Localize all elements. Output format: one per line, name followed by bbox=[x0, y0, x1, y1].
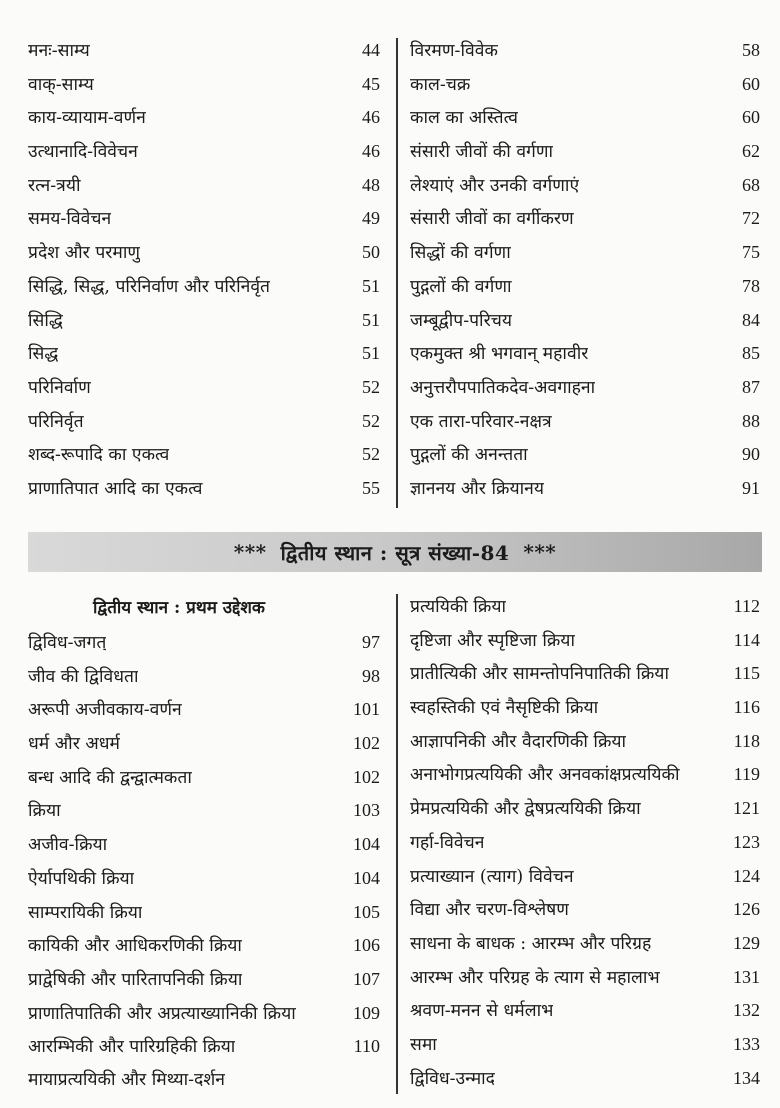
toc-entry-page: 132 bbox=[733, 1000, 760, 1021]
toc-entry-page: 133 bbox=[733, 1033, 760, 1054]
toc-entry-title: प्रत्याख्यान (त्याग) विवेचन bbox=[410, 866, 574, 887]
toc-entry-page: 51 bbox=[362, 275, 380, 296]
toc-entry bbox=[410, 590, 760, 624]
toc-entry-title: ज्ञाननय और क्रियानय bbox=[410, 478, 545, 499]
toc-entry bbox=[410, 1062, 760, 1096]
toc-entry-page: 107 bbox=[353, 968, 380, 989]
toc-entry bbox=[410, 135, 760, 169]
toc-entry bbox=[410, 927, 760, 961]
toc-entry-page: 60 bbox=[742, 73, 760, 94]
toc-entry-title: कायिकी और आधिकरणिकी क्रिया bbox=[28, 936, 242, 957]
toc-entry-page: 46 bbox=[362, 107, 380, 128]
toc-entry-page: 123 bbox=[733, 831, 760, 852]
toc-entry-title: परिनिर्वाण bbox=[28, 377, 91, 398]
toc-entry-page: 75 bbox=[742, 242, 760, 263]
toc-entry-title: सिद्धि bbox=[28, 310, 63, 331]
toc-entry-title: दृष्टिजा और स्पृष्टिजा क्रिया bbox=[410, 630, 575, 651]
toc-entry-title: रत्न-त्रयी bbox=[28, 175, 81, 196]
toc-entry-page: 49 bbox=[362, 208, 380, 229]
toc-entry bbox=[410, 337, 760, 371]
toc-entry-title: शब्द-रूपादि का एकत्व bbox=[28, 445, 170, 466]
toc-entry-page: 101 bbox=[353, 699, 380, 720]
toc-entry-page: 58 bbox=[742, 40, 760, 60]
toc-entry-page: 134 bbox=[733, 1067, 760, 1088]
toc-entry-title: परिनिर्वृत bbox=[28, 411, 84, 432]
toc-entry bbox=[28, 304, 380, 338]
toc-entry-title: आरम्भिकी और पारिग्रहिकी क्रिया bbox=[28, 1037, 236, 1058]
toc-entry-title: संसारी जीवों की वर्गणा bbox=[410, 142, 554, 163]
toc-entry bbox=[410, 961, 760, 995]
toc-entry-title: बन्ध आदि की द्वन्द्वात्मकता bbox=[28, 767, 192, 788]
toc-entry-page: 102 bbox=[353, 766, 380, 787]
toc-entry-page: 50 bbox=[362, 242, 380, 263]
toc-entry-page: 60 bbox=[742, 107, 760, 128]
toc-column-right bbox=[410, 34, 760, 506]
toc-entry bbox=[28, 929, 380, 963]
toc-entry-title: एकमुक्त श्री भगवान् महावीर bbox=[410, 344, 589, 365]
toc-entry-page: 126 bbox=[733, 899, 760, 920]
toc-entry bbox=[410, 826, 760, 860]
toc-entry bbox=[28, 472, 380, 506]
toc-entry-title: संसारी जीवों का वर्गीकरण bbox=[410, 209, 574, 230]
toc-entry bbox=[28, 626, 380, 660]
column-divider bbox=[396, 38, 398, 508]
toc-entry-title: स्वहस्तिकी एवं नैसृष्टिकी क्रिया bbox=[410, 698, 599, 719]
toc-entry-title: ऐर्यापथिकी क्रिया bbox=[28, 868, 135, 889]
toc-entry-page: 52 bbox=[362, 410, 380, 431]
toc-entry bbox=[410, 792, 760, 826]
column-divider bbox=[396, 594, 398, 1094]
toc-entry-title: काल-चक्र bbox=[410, 74, 471, 95]
toc-entry-page: 112 bbox=[733, 596, 760, 616]
banner-stars-left: *** bbox=[233, 540, 267, 564]
toc-entry-page: 102 bbox=[353, 733, 380, 754]
toc-entry bbox=[28, 236, 380, 270]
toc-entry-title: सिद्धि, सिद्ध, परिनिर्वाण और परिनिर्वृत bbox=[28, 276, 271, 297]
toc-entry-page: 51 bbox=[362, 343, 380, 364]
toc-entry bbox=[28, 337, 380, 371]
toc-entry bbox=[410, 472, 760, 506]
toc-entry-title: श्रवण-मनन से धर्मलाभ bbox=[410, 1001, 554, 1022]
toc-entry-title: प्राणातिपात आदि का एकत्व bbox=[28, 478, 203, 499]
toc-entry-page: 119 bbox=[733, 764, 760, 785]
toc-entry-title: समा bbox=[410, 1034, 437, 1055]
toc-entry-title: अनाभोगप्रत्ययिकी और अनवकांक्षप्रत्ययिकी bbox=[410, 765, 680, 786]
banner-title: द्वितीय स्थान : सूत्र संख्या-84 bbox=[280, 540, 510, 565]
toc-entry-page: 91 bbox=[742, 477, 760, 498]
toc-entry bbox=[410, 236, 760, 270]
toc-column-right bbox=[410, 590, 760, 1095]
toc-entry-title: सिद्ध bbox=[28, 344, 59, 365]
toc-entry-page: 106 bbox=[353, 935, 380, 956]
toc-entry bbox=[28, 660, 380, 694]
toc-entry-page: 52 bbox=[362, 376, 380, 397]
toc-entry-page: 104 bbox=[353, 834, 380, 855]
toc-entry-title: विद्या और चरण-विश्लेषण bbox=[410, 900, 569, 921]
section-banner bbox=[28, 532, 762, 572]
toc-entry bbox=[28, 693, 380, 727]
toc-entry-page: 87 bbox=[742, 376, 760, 397]
toc-entry bbox=[410, 691, 760, 725]
toc-entry-title: काल का अस्तित्व bbox=[410, 108, 518, 129]
toc-entry-page: 110 bbox=[353, 1036, 380, 1057]
toc-entry bbox=[28, 101, 380, 135]
toc-entry-page: 84 bbox=[742, 309, 760, 330]
toc-entry-title: पुद्गलों की अनन्तता bbox=[410, 445, 528, 466]
toc-entry-page: 48 bbox=[362, 174, 380, 195]
toc-entry bbox=[28, 169, 380, 203]
toc-entry bbox=[28, 202, 380, 236]
toc-list bbox=[28, 626, 380, 1098]
toc-entry-title: अजीव-क्रिया bbox=[28, 835, 108, 856]
toc-entry bbox=[28, 371, 380, 405]
toc-entry-page: 97 bbox=[362, 632, 380, 652]
toc-entry bbox=[28, 997, 380, 1031]
toc-entry bbox=[410, 169, 760, 203]
toc-entry-title: गर्हा-विवेचन bbox=[410, 832, 485, 853]
toc-entry-page: 129 bbox=[733, 932, 760, 953]
toc-column-left bbox=[28, 34, 380, 506]
toc-entry bbox=[410, 371, 760, 405]
toc-entry-page: 68 bbox=[742, 174, 760, 195]
toc-entry bbox=[410, 202, 760, 236]
toc-entry-page: 98 bbox=[362, 665, 380, 686]
toc-entry-title: वाक्-साम्य bbox=[28, 74, 94, 95]
toc-entry-page: 104 bbox=[353, 867, 380, 888]
toc-entry bbox=[410, 657, 760, 691]
toc-entry bbox=[410, 304, 760, 338]
toc-entry-title: प्रत्ययिकी क्रिया bbox=[410, 597, 507, 617]
toc-entry-page: 115 bbox=[733, 663, 760, 684]
toc-entry-page: 45 bbox=[362, 73, 380, 94]
toc-entry bbox=[410, 725, 760, 759]
toc-entry-page: 90 bbox=[742, 444, 760, 465]
toc-entry-page: 46 bbox=[362, 141, 380, 162]
toc-entry bbox=[28, 1064, 380, 1098]
toc-entry bbox=[410, 893, 760, 927]
toc-entry bbox=[410, 270, 760, 304]
toc-entry-title: जीव की द्विविधता bbox=[28, 666, 139, 687]
toc-entry-title: साधना के बाधक : आरम्भ और परिग्रह bbox=[410, 933, 652, 954]
toc-entry-title: आरम्भ और परिग्रह के त्याग से महालाभ bbox=[410, 967, 660, 988]
toc-entry-page: 44 bbox=[362, 40, 380, 60]
toc-entry-title: द्विविध-उन्माद bbox=[410, 1068, 495, 1089]
toc-entry bbox=[410, 994, 760, 1028]
toc-entry-title: पुद्गलों की वर्गणा bbox=[410, 276, 512, 297]
toc-entry-page: 131 bbox=[733, 966, 760, 987]
toc-entry bbox=[410, 405, 760, 439]
toc-entry-page: 116 bbox=[733, 697, 760, 718]
toc-entry bbox=[410, 624, 760, 658]
toc-entry-page: 124 bbox=[733, 865, 760, 886]
toc-entry-page: 121 bbox=[733, 798, 760, 819]
toc-section-bottom bbox=[0, 590, 780, 1100]
toc-entry-page: 52 bbox=[362, 444, 380, 465]
toc-entry-title: अनुत्तरौपपातिकदेव-अवगाहना bbox=[410, 377, 596, 398]
toc-entry bbox=[28, 34, 380, 68]
toc-entry-page: 72 bbox=[742, 208, 760, 229]
toc-entry bbox=[28, 761, 380, 795]
toc-section-top bbox=[0, 34, 780, 510]
toc-entry-page: 55 bbox=[362, 477, 380, 498]
toc-entry-title: प्राद्वेषिकी और पारितापनिकी क्रिया bbox=[28, 969, 243, 990]
subsection-heading: द्वितीय स्थान : प्रथम उद्देशक bbox=[93, 598, 265, 618]
toc-entry-page: 85 bbox=[742, 343, 760, 364]
toc-entry bbox=[28, 896, 380, 930]
banner-stars-right: *** bbox=[523, 540, 557, 564]
toc-entry-title: धर्म और अधर्म bbox=[28, 734, 121, 755]
toc-entry bbox=[410, 1028, 760, 1062]
toc-entry-page: 88 bbox=[742, 410, 760, 431]
toc-column-left bbox=[28, 590, 380, 1098]
toc-entry bbox=[410, 68, 760, 102]
toc-entry-title: मनः-साम्य bbox=[28, 41, 90, 61]
toc-entry bbox=[410, 758, 760, 792]
toc-entry bbox=[28, 135, 380, 169]
toc-entry-title: क्रिया bbox=[28, 801, 61, 822]
toc-entry-title: प्राणातिपातिकी और अप्रत्याख्यानिकी क्रिया bbox=[28, 1003, 296, 1024]
toc-entry-title: प्रातीत्यिकी और सामन्तोपनिपातिकी क्रिया bbox=[410, 664, 669, 685]
toc-entry bbox=[28, 68, 380, 102]
toc-entry bbox=[28, 1030, 380, 1064]
toc-entry-title: समय-विवेचन bbox=[28, 209, 112, 230]
toc-entry-title: प्रेमप्रत्ययिकी और द्वेषप्रत्ययिकी क्रिया bbox=[410, 799, 641, 820]
toc-entry-page: 51 bbox=[362, 309, 380, 330]
toc-entry-title: प्रदेश और परमाणु bbox=[28, 243, 141, 264]
toc-entry-title: सिद्धों की वर्गणा bbox=[410, 243, 511, 264]
toc-entry bbox=[28, 270, 380, 304]
toc-entry bbox=[28, 862, 380, 896]
toc-entry bbox=[28, 727, 380, 761]
toc-entry-page: 78 bbox=[742, 275, 760, 296]
toc-entry bbox=[410, 101, 760, 135]
toc-entry-title: काय-व्यायाम-वर्णन bbox=[28, 108, 146, 129]
toc-entry bbox=[410, 860, 760, 894]
toc-entry-title: जम्बूद्वीप-परिचय bbox=[410, 310, 513, 331]
toc-entry bbox=[410, 34, 760, 68]
toc-entry bbox=[28, 828, 380, 862]
toc-entry-title: मायाप्रत्ययिकी और मिथ्या-दर्शन bbox=[28, 1069, 225, 1090]
toc-entry-page: 105 bbox=[353, 901, 380, 922]
toc-entry-page: 103 bbox=[353, 800, 380, 821]
toc-entry-title: आज्ञापनिकी और वैदारणिकी क्रिया bbox=[410, 731, 627, 752]
toc-entry bbox=[28, 963, 380, 997]
toc-entry-title: लेश्याएं और उनकी वर्गणाएं bbox=[410, 175, 580, 196]
toc-entry-title: द्विविध-जगत् bbox=[28, 633, 107, 653]
toc-entry-title: अरूपी अजीवकाय-वर्णन bbox=[28, 700, 182, 721]
toc-entry-page: 118 bbox=[733, 730, 760, 751]
toc-entry-title: उत्थानादि-विवेचन bbox=[28, 142, 138, 163]
toc-entry bbox=[28, 405, 380, 439]
toc-entry-title: साम्परायिकी क्रिया bbox=[28, 902, 143, 923]
toc-entry-page: 62 bbox=[742, 141, 760, 162]
toc-entry-page: 109 bbox=[353, 1002, 380, 1023]
toc-entry bbox=[410, 438, 760, 472]
toc-entry bbox=[28, 438, 380, 472]
toc-entry-title: विरमण-विवेक bbox=[410, 41, 498, 61]
toc-entry-title: एक तारा-परिवार-नक्षत्र bbox=[410, 411, 552, 432]
toc-entry bbox=[28, 794, 380, 828]
toc-entry-page: 114 bbox=[733, 629, 760, 650]
